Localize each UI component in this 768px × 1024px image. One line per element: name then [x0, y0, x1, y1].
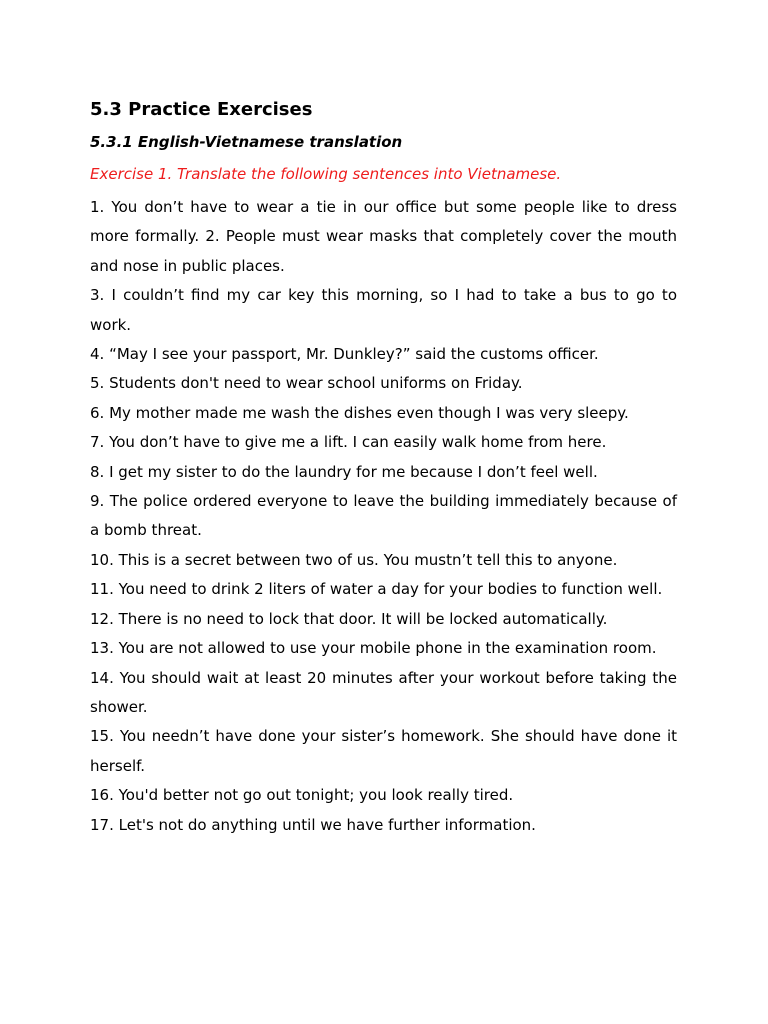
section-title: 5.3 Practice Exercises [90, 99, 313, 120]
subsection-title: 5.3.1 English-Vietnamese translation [90, 133, 403, 151]
sentence-item: 4. “May I see your passport, Mr. Dunkley?” said the customs officer. [90, 345, 599, 364]
sentence-item: 17. Let's not do anything until we have further information. [90, 815, 536, 834]
sentence-item: 14. You should wait at least 20 minutes after your workout before taking the shower. [90, 668, 677, 716]
document-page [90, 98, 677, 840]
sentence-item: 5. Students don't need to wear school uniforms on Friday. [90, 374, 523, 393]
sentence-item: 9. The police ordered everyone to leave the building immediately because of a bomb threat. [90, 492, 677, 540]
sentence-item: 6. My mother made me wash the dishes even though I was very sleepy. [90, 403, 629, 422]
sentence-item: 8. I get my sister to do the laundry for me because I don’t feel well. [90, 462, 598, 481]
exercise-instruction: Exercise 1. Translate the following sentences into Vietnamese. [90, 165, 562, 183]
sentence-item: 3. I couldn’t find my car key this morning, so I had to take a bus to go to work. [90, 286, 677, 334]
sentence-list [90, 193, 677, 840]
sentence-item: 7. You don’t have to give me a lift. I can easily walk home from here. [90, 433, 607, 452]
sentence-item: 15. You needn’t have done your sister’s homework. She should have done it herself. [90, 727, 677, 775]
sentence-item: 11. You need to drink 2 liters of water a day for your bodies to function well. [90, 580, 663, 599]
sentence-item: 16. You'd better not go out tonight; you look really tired. [90, 786, 514, 805]
sentence-item: 13. You are not allowed to use your mobile phone in the examination room. [90, 639, 657, 658]
sentence-item: 10. This is a secret between two of us. You mustn’t tell this to anyone. [90, 550, 618, 569]
sentence-item: 12. There is no need to lock that door. It will be locked automatically. [90, 609, 608, 628]
sentence-item: 1. You don’t have to wear a tie in our office but some people like to dress more formally. 2. People must wear masks that completely cover the mouth and nose in public places. [90, 198, 677, 275]
